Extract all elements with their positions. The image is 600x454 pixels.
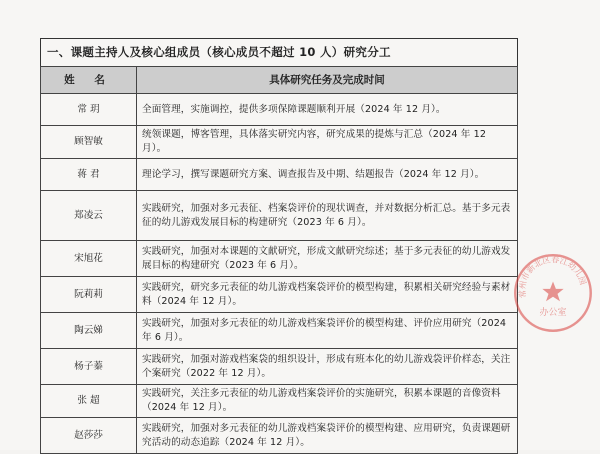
table-row [41,418,518,454]
member-task: 全面管理，实施调控，提供多项保障课题顺利开展（2024 年 12 月）。 [137,94,518,126]
table-row [41,385,518,418]
column-header-task: 具体研究任务及完成时间 [137,67,518,94]
member-task: 实践研究，加强对游戏档案袋的组织设计，形成有班本化的幼儿游戏袋评价样态，关注个案研究（2022 年 12 月）。 [137,349,518,385]
member-name: 陶云娣 [41,313,137,349]
section-title: 一、课题主持人及核心组成员（核心成员不超过 10 人）研究分工 [40,38,518,66]
member-task: 实践研究，加强对多元表征、档案袋评价的现状调查，并对数据分析汇总。基于多元表征的幼儿游戏发展目标的构建研究（2023 年 6 月）。 [137,191,518,241]
member-task: 统领课题，博客管理，具体落实研究内容，研究成果的提炼与汇总（2024 年 12 月）。 [137,126,518,159]
table-row [41,191,518,241]
member-name: 杨子蓁 [41,349,137,385]
table-row [41,94,518,126]
table-row [41,277,518,313]
member-name: 蒋 君 [41,159,137,191]
research-division-table [40,66,518,454]
member-task: 理论学习，撰写课题研究方案、调查报告及中期、结题报告（2024 年 12 月）。 [137,159,518,191]
seal-center-text: 办公室 [539,308,567,319]
member-name: 阮莉莉 [41,277,137,313]
seal-ring-text: 常州市新北区春江幼儿园 [516,254,589,299]
seal-star-icon [542,282,563,302]
member-task: 实践研究，加强对多元表征的幼儿游戏档案袋评价的模型构建、应用研究，负责课题研究活动的动态追踪（2024 年 12 月）。 [137,418,518,454]
official-seal-stamp [512,252,594,334]
table-header-row [41,67,518,94]
member-name: 张 超 [41,385,137,418]
member-name: 宋旭花 [41,241,137,277]
table-row [41,126,518,159]
document-sheet [40,38,518,448]
member-name: 郑凌云 [41,191,137,241]
table-row [41,159,518,191]
member-name: 赵莎莎 [41,418,137,454]
table-row [41,241,518,277]
member-name: 顾智敏 [41,126,137,159]
column-header-name: 姓 名 [41,67,137,94]
member-task: 实践研究，加强对多元表征的幼儿游戏档案袋评价的模型构建、评价应用研究（2024 年 6 月）。 [137,313,518,349]
member-name: 常 玥 [41,94,137,126]
member-task: 实践研究，研究多元表征的幼儿游戏档案袋评价的模型构建，积累相关研究经验与素材料（2024 年 12 月）。 [137,277,518,313]
member-task: 实践研究，关注多元表征的幼儿游戏档案袋评价的实施研究，积累本课题的音像资料（2024 年 12 月）。 [137,385,518,418]
member-task: 实践研究，加强对本课题的文献研究，形成文献研究综述；基于多元表征的幼儿游戏发展目标的构建研究（2023 年 6 月）。 [137,241,518,277]
table-row [41,349,518,385]
table-row [41,313,518,349]
